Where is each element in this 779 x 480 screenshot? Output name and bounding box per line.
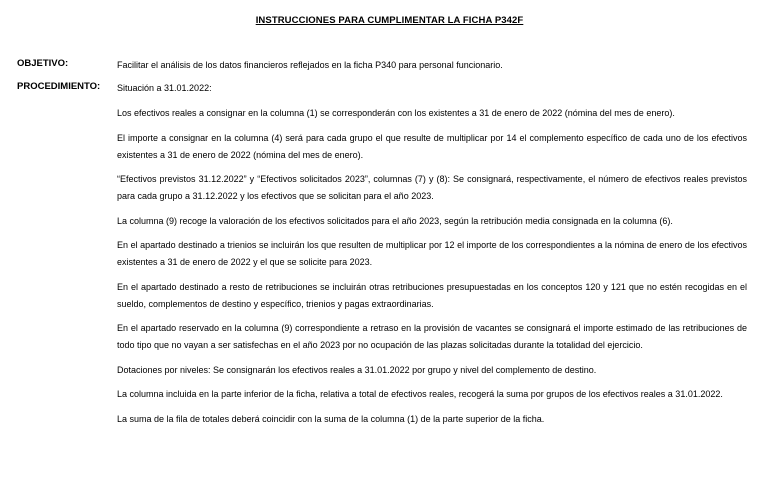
procedure-paragraph-total-efectivos: La columna incluida en la parte inferior de la ficha, relativa a total de efectivos reales, recogerá la suma por grupos de los efectivos reales a 31.01.2022. [117, 389, 723, 399]
procedure-paragraph-retraso-vacantes: En el apartado reservado en la columna (9) correspondiente a retraso en la provisión de vacantes se consignará el importe estimado de las retribuciones de todo tipo que no vayan a ser satisfechas en el año 2023 por no ocupación de las plazas solicitadas durante la totalidad del ejercicio. [117, 323, 747, 350]
document-title: INSTRUCCIONES PARA CUMPLIMENTAR LA FICHA P342F [255, 15, 524, 26]
procedure-paragraph-suma-totales: La suma de la fila de totales deberá coincidir con la suma de la columna (1) de la parte superior de la ficha. [117, 413, 545, 424]
procedure-paragraph-columnas-7-8: “Efectivos previstos 31.12.2022” y “Efectivos solicitados 2023”, columnas (7) y (8): Se consignará, respectivamente, el número de efectivos reales previstos para cada grupo a 31.12.2022 y los efectivos que se solicitan para el año 2023. [117, 174, 747, 201]
procedure-paragraph-columna-1: Los efectivos reales a consignar en la columna (1) se corresponderán con los existentes a 31 de enero de 2022 (nómina del mes de enero). [117, 108, 675, 118]
procedimiento-content [117, 81, 747, 435]
objetivo-text: Facilitar el análisis de los datos financieros reflejados en la ficha P340 para personal funcionario. [117, 60, 503, 70]
procedure-paragraph-columna-9: La columna (9) recoge la valoración de los efectivos solicitados para el año 2023, según la retribución media consignada en la columna (6). [117, 215, 673, 226]
procedure-paragraph-situacion: Situación a 31.01.2022: [117, 83, 212, 93]
procedure-paragraph-columna-4: El importe a consignar en la columna (4) será para cada grupo el que resulte de multiplicar por 14 el complemento específico de cada uno de los efectivos existentes a 31 de enero de 2022 (nómina del mes de enero). [117, 132, 747, 160]
objetivo-label: OBJETIVO: [17, 58, 69, 69]
procedimiento-label: PROCEDIMIENTO: [17, 81, 101, 92]
procedure-paragraph-trienios: En el apartado destinado a trienios se incluirán los que resulten de multiplicar por 12 el importe de los correspondientes a la nómina de enero de los efectivos existentes a 31 de enero de 2022 y el que se solicite para 2023. [117, 240, 747, 267]
procedure-paragraph-resto-retribuciones: En el apartado destinado a resto de retribuciones se incluirán otras retribuciones presupuestadas en los conceptos 120 y 121 que no estén recogidas en el sueldo, complementos de destino y específico, trienios y pagas extraordinarias. [117, 281, 747, 309]
procedure-paragraph-dotaciones-niveles: Dotaciones por niveles: Se consignarán los efectivos reales a 31.01.2022 por grupo y nivel del complemento de destino. [117, 364, 597, 375]
